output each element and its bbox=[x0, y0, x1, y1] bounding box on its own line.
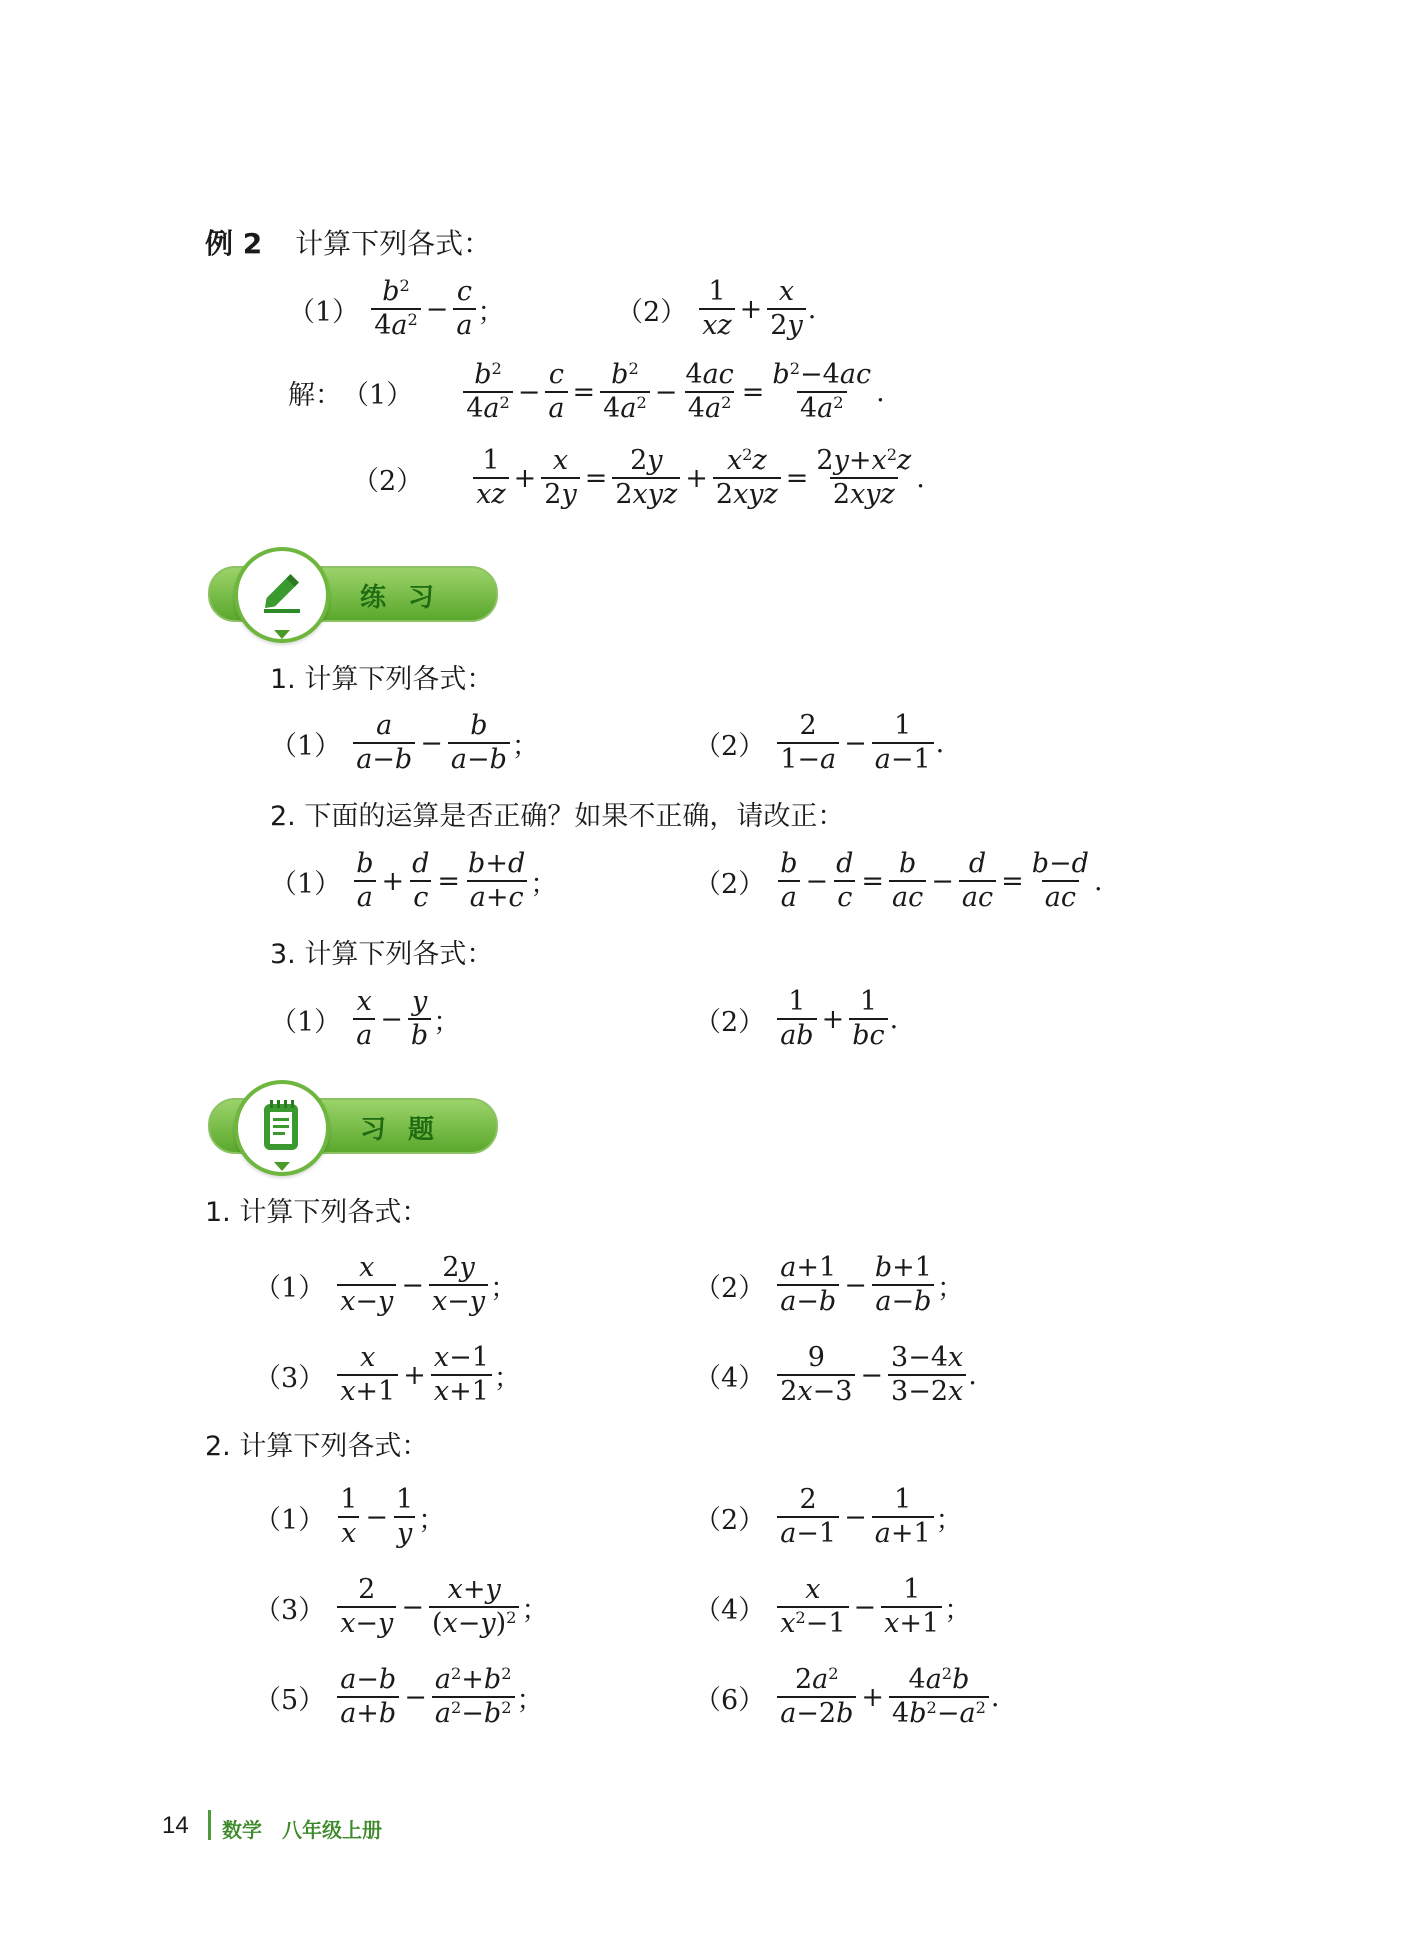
exercises-q2: 2. 计算下列各式： bbox=[205, 1431, 429, 1462]
practice-q2-part1: （1） $\frac{b}{a}$ + $\frac{d}{c}$ = $\frac{b+d}{a+c}$ ； bbox=[270, 848, 558, 914]
exercises-q2-part5: （5） $\frac{a-b}{a+b}$ − $\frac{a^2+b^2}{a^2-b^2}$ ； bbox=[254, 1664, 544, 1730]
practice-q3-part1: （1） $\frac{x}{a}$ − $\frac{y}{b}$ ； bbox=[270, 986, 461, 1052]
solution-part-label: （1） bbox=[342, 379, 414, 411]
exercises-pointer bbox=[274, 1162, 290, 1171]
problem-label: （1） bbox=[288, 296, 360, 328]
practice-q1: 1. 计算下列各式： bbox=[270, 664, 494, 695]
exercises-q1-part3: （3） $\frac{x}{x+1}$ + $\frac{x-1}{x+1}$ ； bbox=[254, 1342, 521, 1408]
solution-2: （2） $\frac{1}{xz}$ + $\frac{x}{2y}$ = $\frac{2y}{\text{2xyz}}$ + $\frac{x^2z}{\text{2xyz}}$ = $\frac{2y+x^2z}{\text{2xyz}}$ . bbox=[352, 445, 925, 511]
fraction: $\frac{b^2}{4a^2}$ bbox=[371, 278, 421, 341]
exercises-q1-part4: （4） $\frac{9}{2x-3}$ − $\frac{3-4x}{3-2x}$ . bbox=[694, 1342, 977, 1408]
exercises-q2-part4: （4） $\frac{x}{x^2-1}$ − $\frac{1}{x+1}$ ； bbox=[694, 1574, 972, 1640]
example-problem-1: （1） $\frac{b^2}{4a^2}$ − $\frac{c}{a}$ ； bbox=[288, 276, 505, 342]
practice-q2-part2: （2） $\frac{b}{a}$ − $\frac{d}{c}$ = $\frac{b}{ac}$ − $\frac{d}{ac}$ = $\frac{b-d}{ac}$ . bbox=[694, 848, 1103, 914]
practice-q3-part2: （2） $\frac{1}{ab}$ + $\frac{1}{bc}$ . bbox=[694, 986, 899, 1052]
exercises-title: 习题 bbox=[360, 1115, 457, 1145]
exercises-q2-part1: （1） $\frac{1}{x}$ − $\frac{1}{y}$ ； bbox=[254, 1484, 446, 1550]
practice-q1-part1: （1） $\frac{a}{a-b}$ − $\frac{b}{a-b}$ ； bbox=[270, 710, 539, 776]
footer-divider bbox=[208, 1810, 211, 1840]
exercises-q2-part2: （2） $\frac{2}{a-1}$ − $\frac{1}{a+1}$ ； bbox=[694, 1484, 963, 1550]
page-number: 14 bbox=[162, 1812, 189, 1839]
fraction: $\frac{c}{a}$ bbox=[453, 278, 475, 341]
solution-1: 解： （1） $\frac{b^2}{4a^2}$ − $\frac{c}{a}$ = $\frac{b^2}{4a^2}$ − $\frac{4ac}{4a^2}$ = $\frac{b^2-4ac}{4a^2}$ . bbox=[288, 359, 885, 425]
problem-label: （2） bbox=[616, 296, 688, 328]
practice-q3: 3. 计算下列各式： bbox=[270, 939, 494, 970]
practice-badge bbox=[234, 547, 330, 643]
exercises-q2-part6: （6） $\frac{2a^2}{a-2b}$ + $\frac{4a^2b}{4b^2-a^2}$ . bbox=[694, 1664, 1000, 1730]
pencil-icon bbox=[248, 561, 316, 629]
fraction: $\frac{x}{2y}$ bbox=[767, 278, 805, 341]
practice-q1-part2: （2） $\frac{2}{1-a}$ − $\frac{1}{a-1}$ . bbox=[694, 710, 945, 776]
example-heading bbox=[205, 222, 491, 262]
exercises-q1: 1. 计算下列各式： bbox=[205, 1197, 429, 1228]
example-label: 例 2 bbox=[205, 227, 263, 260]
exercises-q1-part2: （2） $\frac{a+1}{a-b}$ − $\frac{b+1}{a-b}$ ； bbox=[694, 1252, 964, 1318]
exercises-q1-part1: （1） $\frac{x}{x-y}$ − $\frac{2y}{x-y}$ ； bbox=[254, 1252, 518, 1318]
solution-label: 解： bbox=[288, 379, 342, 411]
footer-title: 数学 八年级上册 bbox=[222, 1818, 382, 1842]
solution-part-label: （2） bbox=[352, 465, 424, 497]
example-prompt: 计算下列各式： bbox=[295, 227, 492, 260]
practice-title: 练习 bbox=[360, 583, 457, 613]
practice-q2: 2. 下面的运算是否正确？如果不正确，请改正： bbox=[270, 801, 845, 832]
exercises-q2-part3: （3） $\frac{2}{x-y}$ − $\frac{x+y}{(x-y)^2}$ ； bbox=[254, 1574, 549, 1640]
notepad-icon bbox=[248, 1094, 316, 1162]
fraction: $\frac{1}{xz}$ bbox=[699, 278, 734, 341]
example-problem-2: （2） $\frac{1}{xz}$ + $\frac{x}{2y}$ . bbox=[616, 276, 817, 342]
practice-pointer bbox=[274, 630, 290, 639]
